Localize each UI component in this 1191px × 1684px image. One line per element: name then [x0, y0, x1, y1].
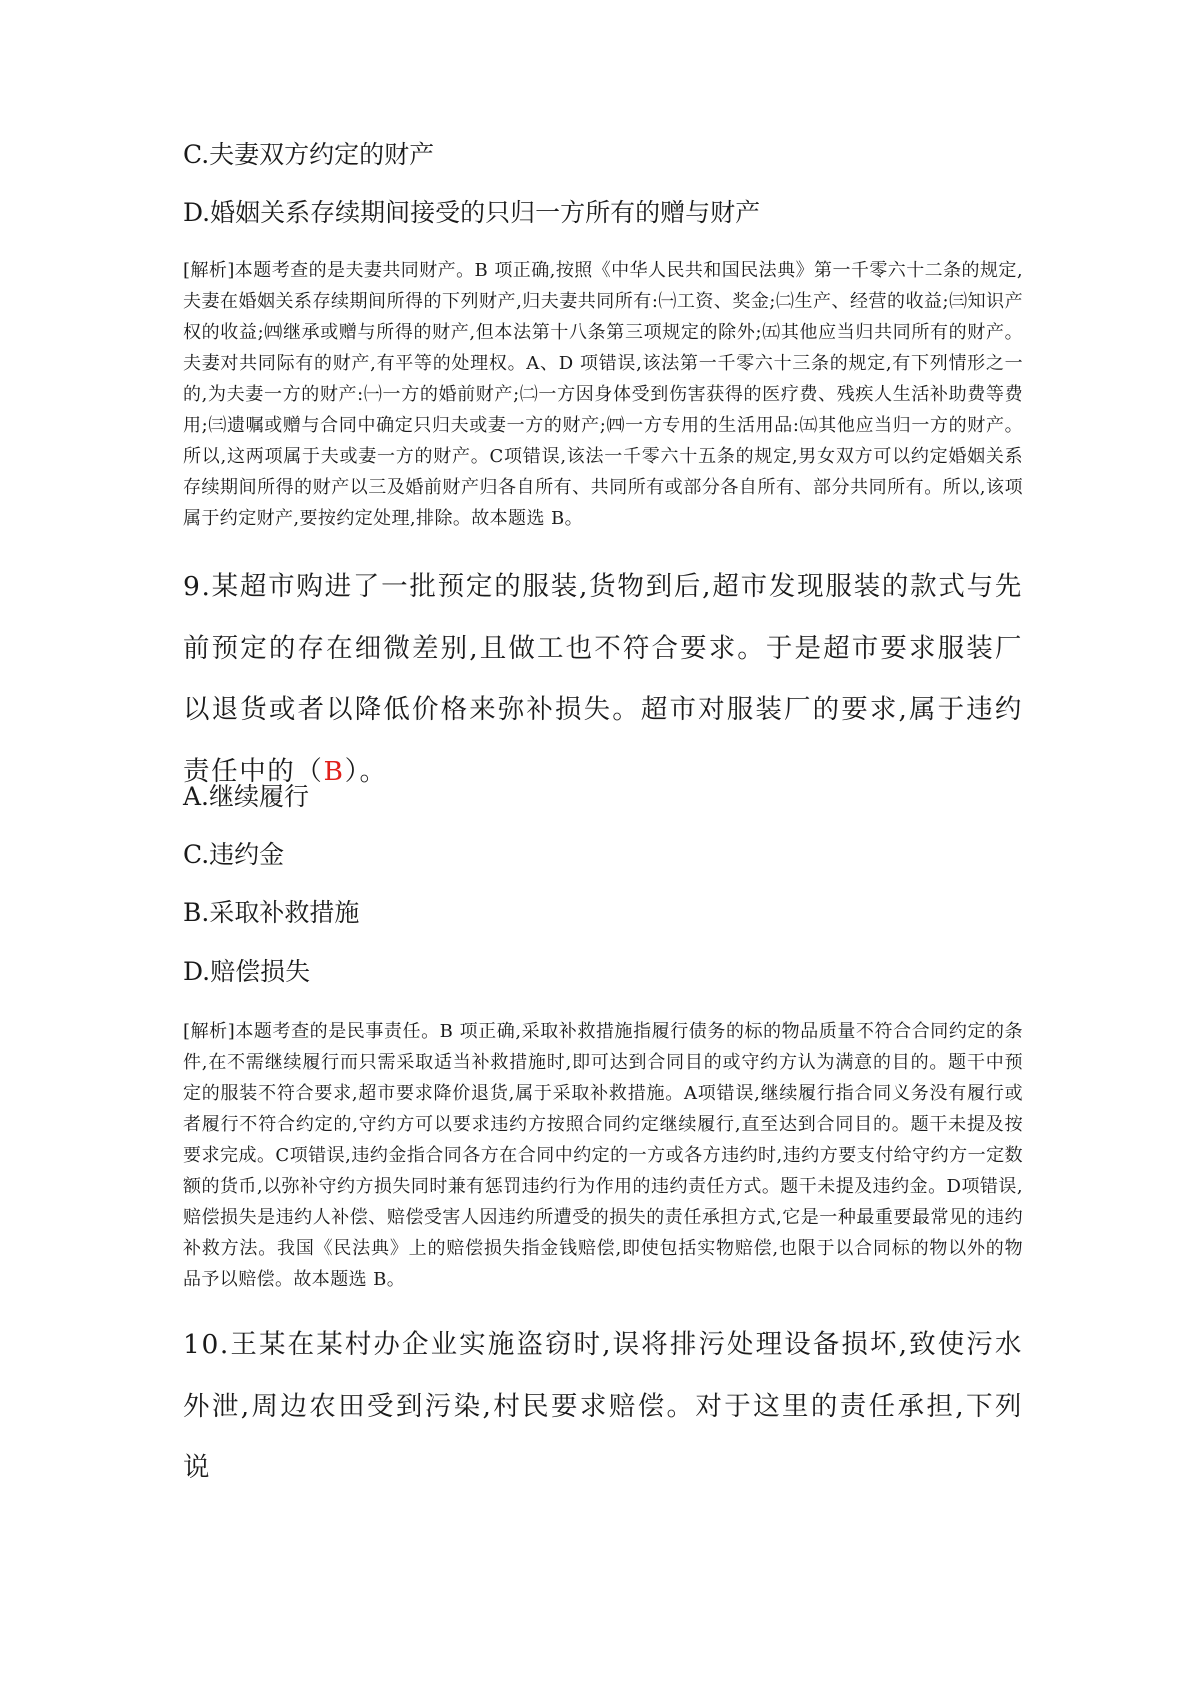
q9-option-b: B.采取补救措施: [183, 898, 360, 927]
q9-option-c: C.违约金: [183, 840, 285, 869]
q9-answer-close: ）。: [344, 755, 388, 787]
q8-option-c: C.夫妻双方约定的财产: [183, 140, 435, 169]
q9-analysis: [解析]本题考查的是民事责任。B 项正确,采取补救措施指履行债务的标的物品质量不符合合同约定的条件,在不需继续履行而只需采取适当补救措施时,即可达到合同目的或守约方认为满意的目的。题干中预定的服装不符合要求,超市要求降价退货,属于采取补救措施。A项错误,继续履行指合同义务没有履行或者履行不符合约定的,守约方可以要求违约方按照合同约定继续履行,直至达到合同目的。题干未提及按要求完成。C项错误,违约金指合同各方在合同中约定的一方或各方违约时,违约方要支付给守约方一定数额的货币,以弥补守约方损失同时兼有惩罚违约行为作用的违约责任方式。题干未提及违约金。D项错误,赔偿损失是违约人补偿、赔偿受害人因违约所遭受的损失的责任承担方式,它是一种最重要最常见的违约补救方法。我国《民法典》上的赔偿损失指金钱赔偿,即使包括实物赔偿,也限于以合同标的物以外的物品予以赔偿。故本题选 B。: [183, 1021, 1023, 1290]
q9-stem: [183, 556, 1023, 802]
q8-analysis: [解析]本题考查的是夫妻共同财产。B 项正确,按照《中华人民共和国民法典》第一千零六十二条的规定,夫妻在婚姻关系存续期间所得的下列财产,归夫妻共同所有:㈠工资、奖金;㈡生产、经营的收益;㈢知识产权的收益;㈣继承或赠与所得的财产,但本法第十八条第三项规定的除外;㈤其他应当归共同所有的财产。夫妻对共同际有的财产,有平等的处理权。A、D 项错误,该法第一千零六十三条的规定,有下列情形之一的,为夫妻一方的财产:㈠一方的婚前财产;㈡一方因身体受到伤害获得的医疗费、残疾人生活补助费等费用;㈢遗嘱或赠与合同中确定只归夫或妻一方的财产;㈣一方专用的生活用品:㈤其他应当归一方的财产。所以,这两项属于夫或妻一方的财产。C项错误,该法一千零六十五条的规定,男女双方可以约定婚姻关系存续期间所得的财产以三及婚前财产归各自所有、共同所有或部分各自所有、部分共同所有。所以,该项属于约定财产,要按约定处理,排除。故本题选 B。: [183, 260, 1023, 529]
q10-stem: 10.王某在某村办企业实施盗窃时,误将排污处理设备损坏,致使污水外泄,周边农田受到污染,村民要求赔偿。对于这里的责任承担,下列说: [183, 1329, 1023, 1483]
q9-stem-text: 9.某超市购进了一批预定的服装,货物到后,超市发现服装的款式与先前预定的存在细微差别,且做工也不符合要求。于是超市要求服装厂以退货或者以降低价格来弥补损失。超市对服装厂的要求,属于违约责任中的: [183, 571, 1023, 787]
q9-answer: B: [323, 755, 345, 787]
q9-option-a: A.继续履行: [183, 782, 310, 811]
q9-answer-open: （: [295, 755, 324, 787]
q8-option-d: D.婚姻关系存续期间接受的只归一方所有的赠与财产: [183, 198, 761, 227]
q9-option-d: D.赔偿损失: [183, 957, 311, 986]
